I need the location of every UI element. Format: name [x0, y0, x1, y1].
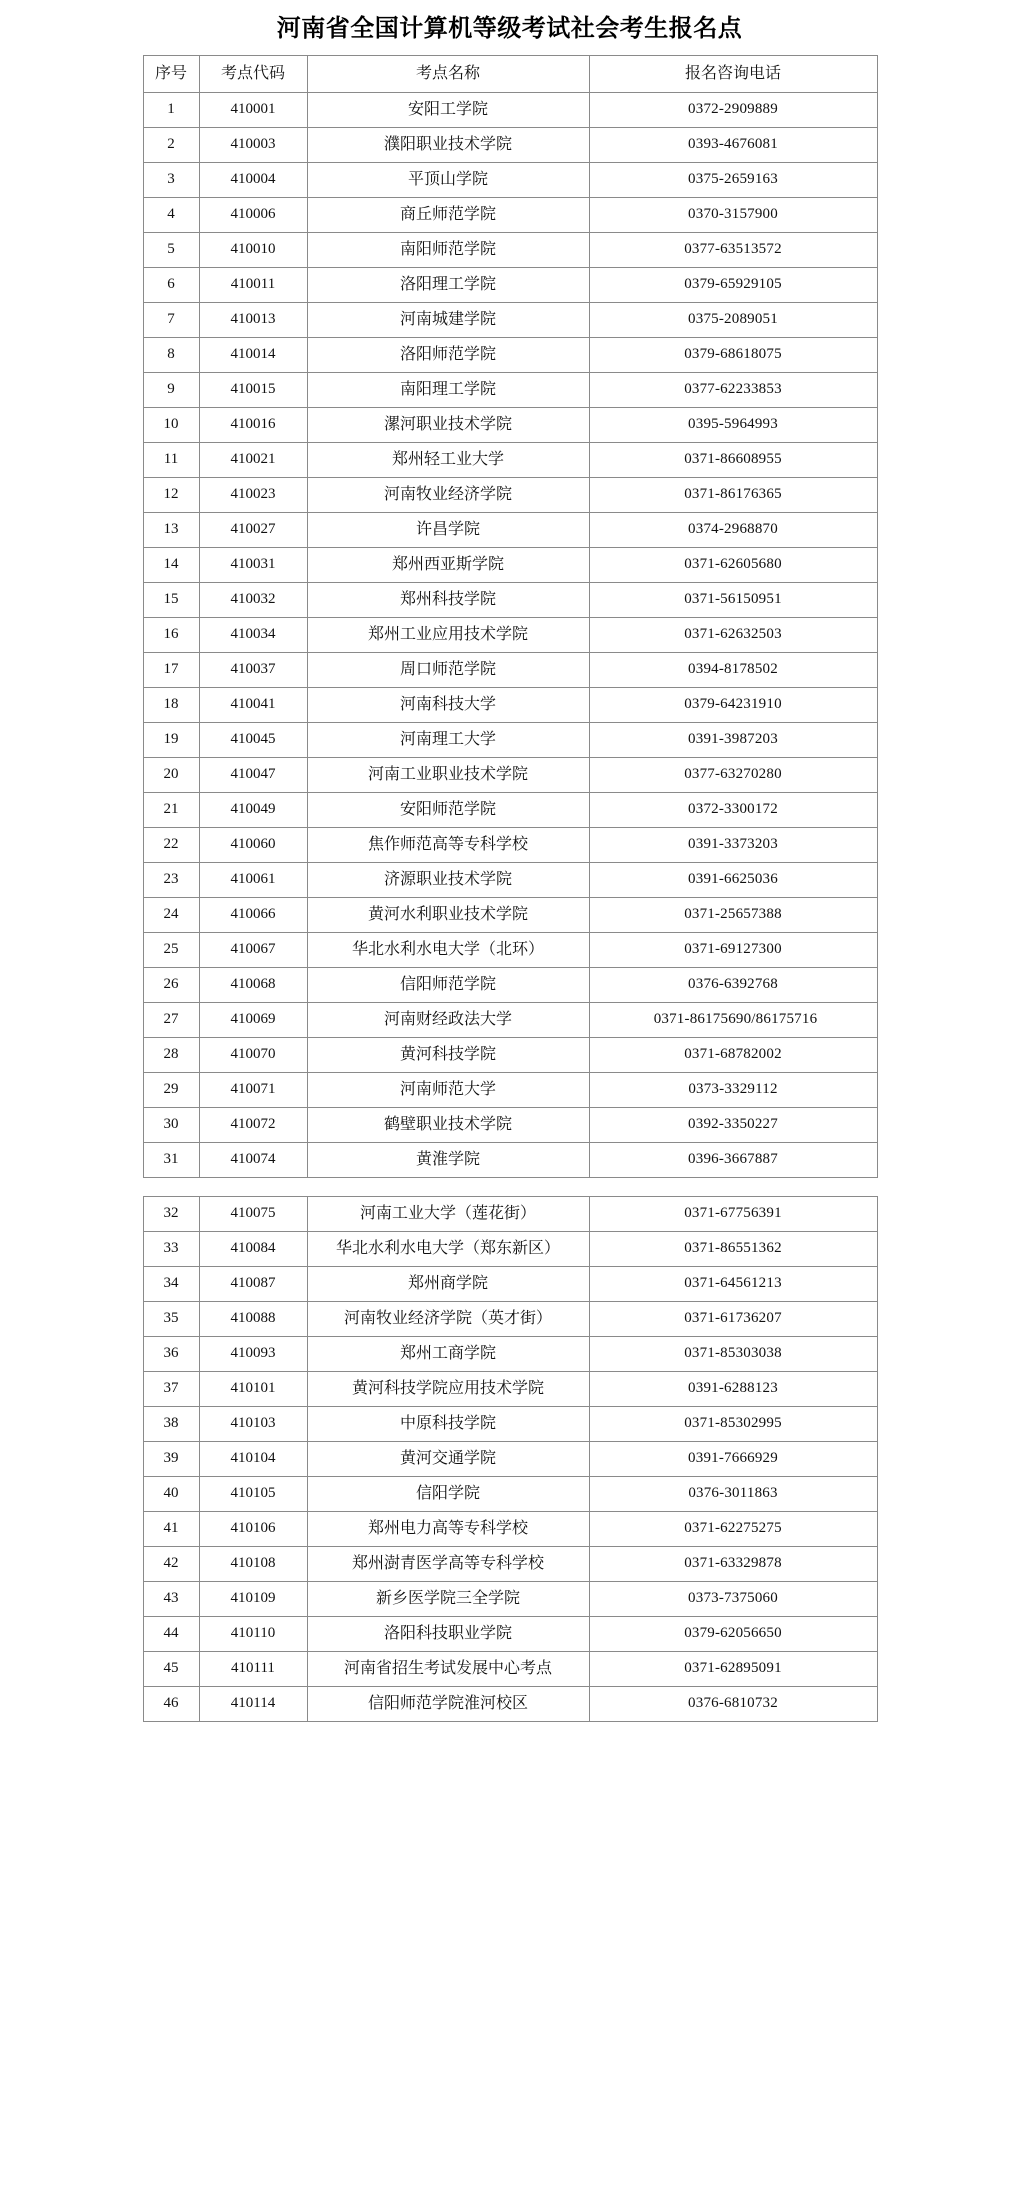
cell-name: 中原科技学院: [307, 1407, 589, 1442]
cell-name: 郑州轻工业大学: [307, 443, 589, 478]
table-row: [143, 268, 877, 303]
cell-code: 410105: [199, 1477, 307, 1512]
cell-seq: 19: [143, 723, 199, 758]
cell-phone: 0376-3011863: [589, 1477, 877, 1512]
table-row: [143, 898, 877, 933]
cell-name: 河南科技大学: [307, 688, 589, 723]
cell-name: 华北水利水电大学（郑东新区）: [307, 1232, 589, 1267]
cell-name: 黄河科技学院: [307, 1038, 589, 1073]
table-row: [143, 583, 877, 618]
cell-code: 410031: [199, 548, 307, 583]
cell-name: 濮阳职业技术学院: [307, 128, 589, 163]
table-row: [143, 1232, 877, 1267]
page-title: 河南省全国计算机等级考试社会考生报名点: [276, 16, 743, 42]
cell-phone: 0371-56150951: [589, 583, 877, 618]
cell-code: 410088: [199, 1302, 307, 1337]
table-row: [143, 513, 877, 548]
cell-seq: 34: [143, 1267, 199, 1302]
cell-phone: 0391-3987203: [589, 723, 877, 758]
cell-code: 410032: [199, 583, 307, 618]
exam-sites-table-part2: [143, 1196, 878, 1722]
cell-code: 410003: [199, 128, 307, 163]
table-row: [143, 723, 877, 758]
table-row: [143, 1108, 877, 1143]
cell-name: 平顶山学院: [307, 163, 589, 198]
cell-seq: 46: [143, 1687, 199, 1722]
cell-name: 焦作师范高等专科学校: [307, 828, 589, 863]
cell-name: 黄河交通学院: [307, 1442, 589, 1477]
table-row: [143, 793, 877, 828]
page-break-gap: [0, 1178, 1019, 1196]
cell-name: 商丘师范学院: [307, 198, 589, 233]
cell-seq: 11: [143, 443, 199, 478]
cell-phone: 0371-62275275: [589, 1512, 877, 1547]
cell-phone: 0370-3157900: [589, 198, 877, 233]
cell-phone: 0379-68618075: [589, 338, 877, 373]
cell-seq: 2: [143, 128, 199, 163]
cell-phone: 0373-3329112: [589, 1073, 877, 1108]
cell-name: 郑州澍青医学高等专科学校: [307, 1547, 589, 1582]
cell-seq: 28: [143, 1038, 199, 1073]
cell-seq: 18: [143, 688, 199, 723]
table-row: [143, 1143, 877, 1178]
table-row: [143, 1038, 877, 1073]
cell-phone: 0394-8178502: [589, 653, 877, 688]
table-row: [143, 828, 877, 863]
cell-name: 河南城建学院: [307, 303, 589, 338]
cell-seq: 37: [143, 1372, 199, 1407]
cell-seq: 45: [143, 1652, 199, 1687]
cell-seq: 40: [143, 1477, 199, 1512]
cell-code: 410066: [199, 898, 307, 933]
cell-phone: 0377-62233853: [589, 373, 877, 408]
cell-seq: 12: [143, 478, 199, 513]
cell-phone: 0391-7666929: [589, 1442, 877, 1477]
cell-phone: 0371-25657388: [589, 898, 877, 933]
table-row: [143, 1652, 877, 1687]
cell-seq: 35: [143, 1302, 199, 1337]
table-row: [143, 478, 877, 513]
cell-seq: 30: [143, 1108, 199, 1143]
cell-name: 郑州商学院: [307, 1267, 589, 1302]
cell-phone: 0376-6392768: [589, 968, 877, 1003]
cell-code: 410084: [199, 1232, 307, 1267]
cell-phone: 0379-62056650: [589, 1617, 877, 1652]
table-row: [143, 233, 877, 268]
table-body-part1: [143, 93, 877, 1178]
cell-phone: 0371-62632503: [589, 618, 877, 653]
cell-seq: 13: [143, 513, 199, 548]
table-row: [143, 1582, 877, 1617]
cell-name: 南阳师范学院: [307, 233, 589, 268]
cell-seq: 15: [143, 583, 199, 618]
cell-phone: 0371-62605680: [589, 548, 877, 583]
cell-phone: 0377-63270280: [589, 758, 877, 793]
table-row: [143, 1003, 877, 1038]
cell-name: 郑州电力高等专科学校: [307, 1512, 589, 1547]
cell-name: 周口师范学院: [307, 653, 589, 688]
cell-phone: 0373-7375060: [589, 1582, 877, 1617]
cell-code: 410041: [199, 688, 307, 723]
cell-phone: 0371-64561213: [589, 1267, 877, 1302]
cell-phone: 0375-2659163: [589, 163, 877, 198]
cell-code: 410111: [199, 1652, 307, 1687]
cell-seq: 22: [143, 828, 199, 863]
cell-name: 河南财经政法大学: [307, 1003, 589, 1038]
cell-name: 郑州西亚斯学院: [307, 548, 589, 583]
cell-seq: 39: [143, 1442, 199, 1477]
cell-seq: 5: [143, 233, 199, 268]
cell-seq: 20: [143, 758, 199, 793]
cell-name: 安阳工学院: [307, 93, 589, 128]
cell-phone: 0391-6288123: [589, 1372, 877, 1407]
cell-phone: 0379-64231910: [589, 688, 877, 723]
cell-seq: 44: [143, 1617, 199, 1652]
cell-phone: 0377-63513572: [589, 233, 877, 268]
cell-code: 410001: [199, 93, 307, 128]
cell-code: 410037: [199, 653, 307, 688]
cell-code: 410045: [199, 723, 307, 758]
cell-code: 410023: [199, 478, 307, 513]
table-row: [143, 548, 877, 583]
cell-code: 410068: [199, 968, 307, 1003]
table-row: [143, 338, 877, 373]
cell-seq: 33: [143, 1232, 199, 1267]
cell-code: 410093: [199, 1337, 307, 1372]
table-header: [143, 56, 877, 93]
cell-name: 信阳师范学院: [307, 968, 589, 1003]
cell-code: 410006: [199, 198, 307, 233]
cell-seq: 21: [143, 793, 199, 828]
cell-phone: 0371-85302995: [589, 1407, 877, 1442]
cell-seq: 4: [143, 198, 199, 233]
cell-name: 漯河职业技术学院: [307, 408, 589, 443]
cell-code: 410013: [199, 303, 307, 338]
cell-seq: 7: [143, 303, 199, 338]
cell-code: 410027: [199, 513, 307, 548]
cell-code: 410069: [199, 1003, 307, 1038]
cell-code: 410070: [199, 1038, 307, 1073]
cell-phone: 0371-67756391: [589, 1197, 877, 1232]
exam-sites-table-part1: [143, 55, 878, 1178]
cell-name: 安阳师范学院: [307, 793, 589, 828]
cell-code: 410072: [199, 1108, 307, 1143]
cell-phone: 0371-63329878: [589, 1547, 877, 1582]
table-header-row: [143, 56, 877, 93]
cell-seq: 32: [143, 1197, 199, 1232]
table-row: [143, 1687, 877, 1722]
cell-name: 信阳学院: [307, 1477, 589, 1512]
cell-code: 410049: [199, 793, 307, 828]
cell-code: 410016: [199, 408, 307, 443]
cell-name: 黄淮学院: [307, 1143, 589, 1178]
cell-seq: 8: [143, 338, 199, 373]
cell-seq: 17: [143, 653, 199, 688]
table-row: [143, 863, 877, 898]
cell-name: 洛阳科技职业学院: [307, 1617, 589, 1652]
cell-seq: 31: [143, 1143, 199, 1178]
table-row: [143, 128, 877, 163]
cell-seq: 14: [143, 548, 199, 583]
table-row: [143, 1477, 877, 1512]
table-row: [143, 1337, 877, 1372]
cell-seq: 36: [143, 1337, 199, 1372]
cell-phone: [589, 1003, 877, 1038]
table-row: [143, 688, 877, 723]
table-row: [143, 618, 877, 653]
cell-phone: 0372-2909889: [589, 93, 877, 128]
cell-code: 410106: [199, 1512, 307, 1547]
cell-code: 410014: [199, 338, 307, 373]
cell-phone: 0391-3373203: [589, 828, 877, 863]
cell-seq: 42: [143, 1547, 199, 1582]
cell-code: 410011: [199, 268, 307, 303]
cell-name: 河南工业大学（莲花街）: [307, 1197, 589, 1232]
cell-seq: 23: [143, 863, 199, 898]
column-header-name: 考点名称: [307, 56, 589, 93]
table-row: [143, 758, 877, 793]
cell-seq: 16: [143, 618, 199, 653]
table-row: [143, 163, 877, 198]
cell-name: 华北水利水电大学（北环）: [307, 933, 589, 968]
table-row: [143, 1442, 877, 1477]
cell-seq: 26: [143, 968, 199, 1003]
cell-name: 黄河水利职业技术学院: [307, 898, 589, 933]
table-block-part1: [143, 55, 877, 1178]
cell-name: 南阳理工学院: [307, 373, 589, 408]
cell-name: 河南牧业经济学院（英才街）: [307, 1302, 589, 1337]
cell-phone: 0372-3300172: [589, 793, 877, 828]
table-row: [143, 1512, 877, 1547]
cell-code: 410114: [199, 1687, 307, 1722]
table-row: [143, 303, 877, 338]
cell-phone: 0371-86608955: [589, 443, 877, 478]
cell-seq: 29: [143, 1073, 199, 1108]
cell-code: 410101: [199, 1372, 307, 1407]
cell-code: 410103: [199, 1407, 307, 1442]
cell-code: 410074: [199, 1143, 307, 1178]
cell-phone: 0395-5964993: [589, 408, 877, 443]
cell-seq: 43: [143, 1582, 199, 1617]
column-header-phone: 报名咨询电话: [589, 56, 877, 93]
cell-name: 鹤壁职业技术学院: [307, 1108, 589, 1143]
table-row: [143, 1073, 877, 1108]
cell-code: 410021: [199, 443, 307, 478]
cell-seq: 9: [143, 373, 199, 408]
cell-name: 郑州科技学院: [307, 583, 589, 618]
cell-phone: 0396-3667887: [589, 1143, 877, 1178]
cell-seq: 3: [143, 163, 199, 198]
cell-name: 洛阳理工学院: [307, 268, 589, 303]
cell-seq: 10: [143, 408, 199, 443]
table-row: [143, 198, 877, 233]
cell-phone: 0371-86176365: [589, 478, 877, 513]
cell-name: 河南师范大学: [307, 1073, 589, 1108]
table-block-part2: [143, 1196, 877, 1722]
cell-phone: 0375-2089051: [589, 303, 877, 338]
cell-code: 410015: [199, 373, 307, 408]
cell-phone: 0371-85303038: [589, 1337, 877, 1372]
cell-seq: 1: [143, 93, 199, 128]
table-row: [143, 933, 877, 968]
cell-seq: 41: [143, 1512, 199, 1547]
cell-name: 信阳师范学院淮河校区: [307, 1687, 589, 1722]
cell-code: 410071: [199, 1073, 307, 1108]
cell-seq: 25: [143, 933, 199, 968]
cell-code: 410067: [199, 933, 307, 968]
table-row: [143, 1197, 877, 1232]
cell-name: 济源职业技术学院: [307, 863, 589, 898]
cell-name: 河南工业职业技术学院: [307, 758, 589, 793]
cell-phone: 0379-65929105: [589, 268, 877, 303]
cell-code: 410060: [199, 828, 307, 863]
table-row: [143, 443, 877, 478]
cell-code: 410109: [199, 1582, 307, 1617]
column-header-code: 考点代码: [199, 56, 307, 93]
table-row: [143, 373, 877, 408]
cell-seq: 24: [143, 898, 199, 933]
cell-phone: 0371-86551362: [589, 1232, 877, 1267]
cell-code: 410004: [199, 163, 307, 198]
cell-name: 洛阳师范学院: [307, 338, 589, 373]
table-row: [143, 408, 877, 443]
table-body-part2: [143, 1197, 877, 1722]
cell-phone: 0393-4676081: [589, 128, 877, 163]
cell-phone: 0392-3350227: [589, 1108, 877, 1143]
table-row: [143, 1267, 877, 1302]
cell-phone: 0371-62895091: [589, 1652, 877, 1687]
table-row: [143, 1372, 877, 1407]
cell-code: 410061: [199, 863, 307, 898]
cell-seq: 27: [143, 1003, 199, 1038]
cell-code: 410034: [199, 618, 307, 653]
cell-name: 河南省招生考试发展中心考点: [307, 1652, 589, 1687]
cell-seq: 6: [143, 268, 199, 303]
cell-name: 郑州工业应用技术学院: [307, 618, 589, 653]
cell-phone: 0376-6810732: [589, 1687, 877, 1722]
cell-phone: 0371-68782002: [589, 1038, 877, 1073]
cell-code: 410010: [199, 233, 307, 268]
cell-name: 许昌学院: [307, 513, 589, 548]
cell-name: 黄河科技学院应用技术学院: [307, 1372, 589, 1407]
cell-phone-text: 0371-86175690/86175716: [653, 1011, 818, 1028]
cell-code: 410110: [199, 1617, 307, 1652]
cell-code: 410047: [199, 758, 307, 793]
cell-name: 河南牧业经济学院: [307, 478, 589, 513]
cell-phone: 0371-69127300: [589, 933, 877, 968]
cell-phone: 0374-2968870: [589, 513, 877, 548]
table-row: [143, 93, 877, 128]
table-row: [143, 968, 877, 1003]
cell-code: 410108: [199, 1547, 307, 1582]
cell-code: 410104: [199, 1442, 307, 1477]
cell-code: 410075: [199, 1197, 307, 1232]
cell-name: 新乡医学院三全学院: [307, 1582, 589, 1617]
cell-phone: 0391-6625036: [589, 863, 877, 898]
table-row: [143, 1407, 877, 1442]
table-row: [143, 653, 877, 688]
cell-name: 河南理工大学: [307, 723, 589, 758]
cell-name: 郑州工商学院: [307, 1337, 589, 1372]
table-row: [143, 1302, 877, 1337]
column-header-seq: 序号: [143, 56, 199, 93]
table-row: [143, 1617, 877, 1652]
cell-phone: 0371-61736207: [589, 1302, 877, 1337]
table-row: [143, 1547, 877, 1582]
cell-seq: 38: [143, 1407, 199, 1442]
cell-code: 410087: [199, 1267, 307, 1302]
